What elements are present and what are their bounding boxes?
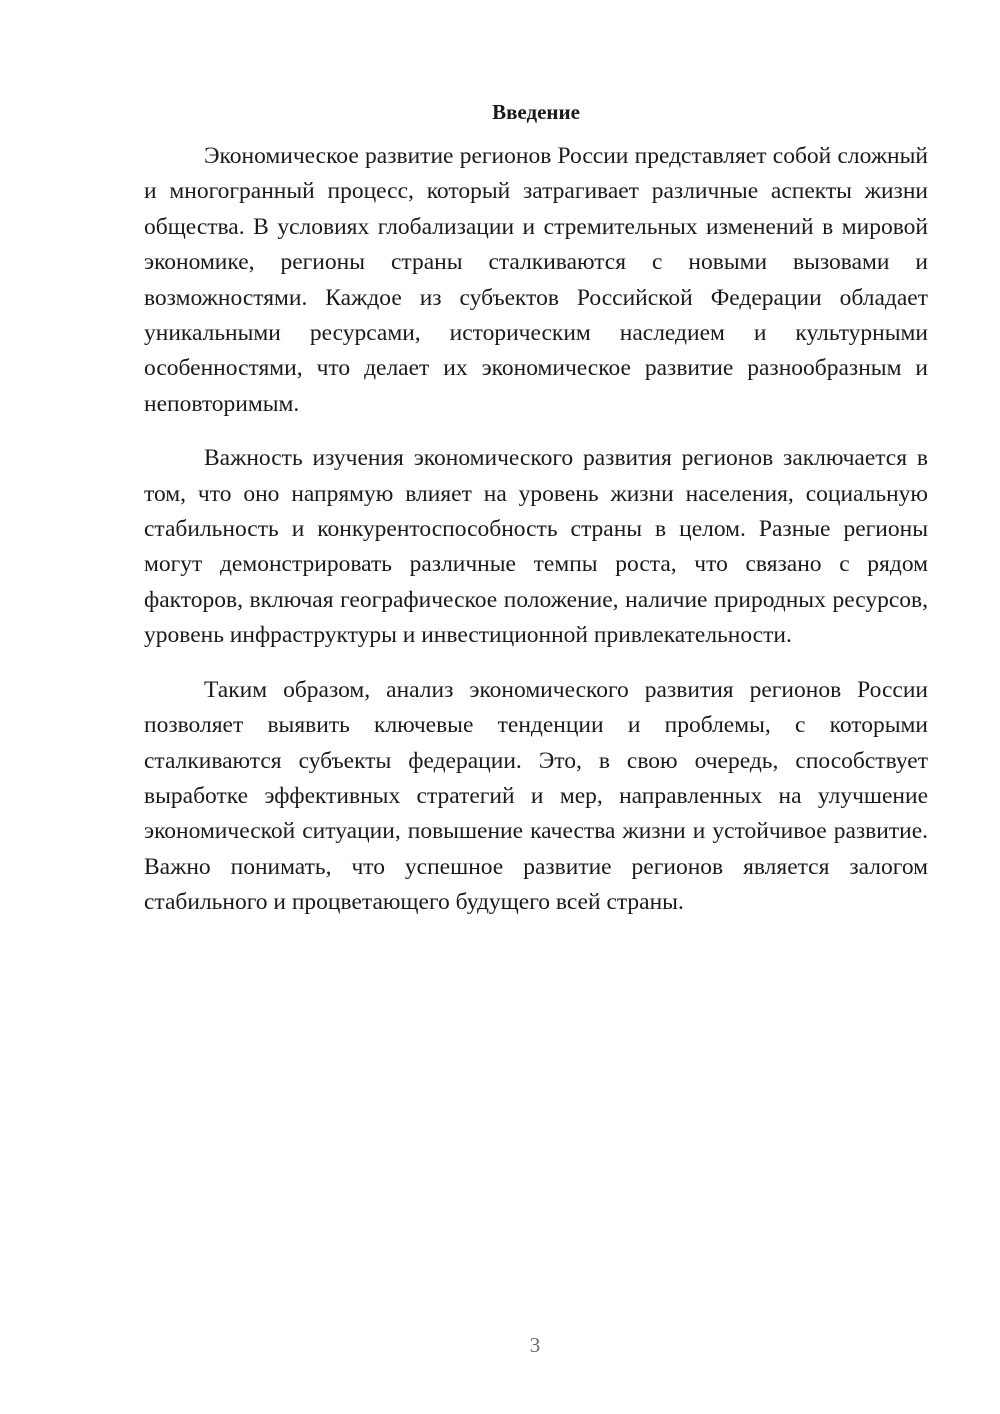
paragraph-3: Таким образом, анализ экономического развития регионов России позволяет выявить ключевые тенденции и проблемы, с которыми сталкиваются субъекты федерации. Это, в свою очередь, способствует выработке эффективных стратегий и мер, направленных на улучшение экономической ситуации, повышение качества жизни и устойчивое развитие. Важно понимать, что успешное развитие регионов является залогом стабильного и процветающего будущего всей страны. — [144, 676, 928, 916]
page-number: 3 — [529, 1333, 541, 1357]
paragraph-2: Важность изучения экономического развития регионов заключается в том, что оно напрямую влияет на уровень жизни населения, социальную стабильность и конкурентоспособность страны в целом. Разные регионы могут демонстрировать различные темпы роста, что связано с рядом факторов, включая географическое положение, наличие природных ресурсов, уровень инфраструктуры и инвестиционной привлекательности. — [144, 445, 928, 649]
document-body — [144, 96, 928, 940]
section-title: Введение — [492, 100, 580, 124]
paragraph-1: Экономическое развитие регионов России представляет собой сложный и многогранный процесс, который затрагивает различные аспекты жизни общества. В условиях глобализации и стремительных изменений в мировой экономике, регионы страны сталкиваются с новыми вызовами и возможностями. Каждое из субъектов Российской Федерации обладает уникальными ресурсами, историческим наследием и культурными особенностями, что делает их экономическое развитие разнообразным и неповторимым. — [144, 143, 928, 417]
